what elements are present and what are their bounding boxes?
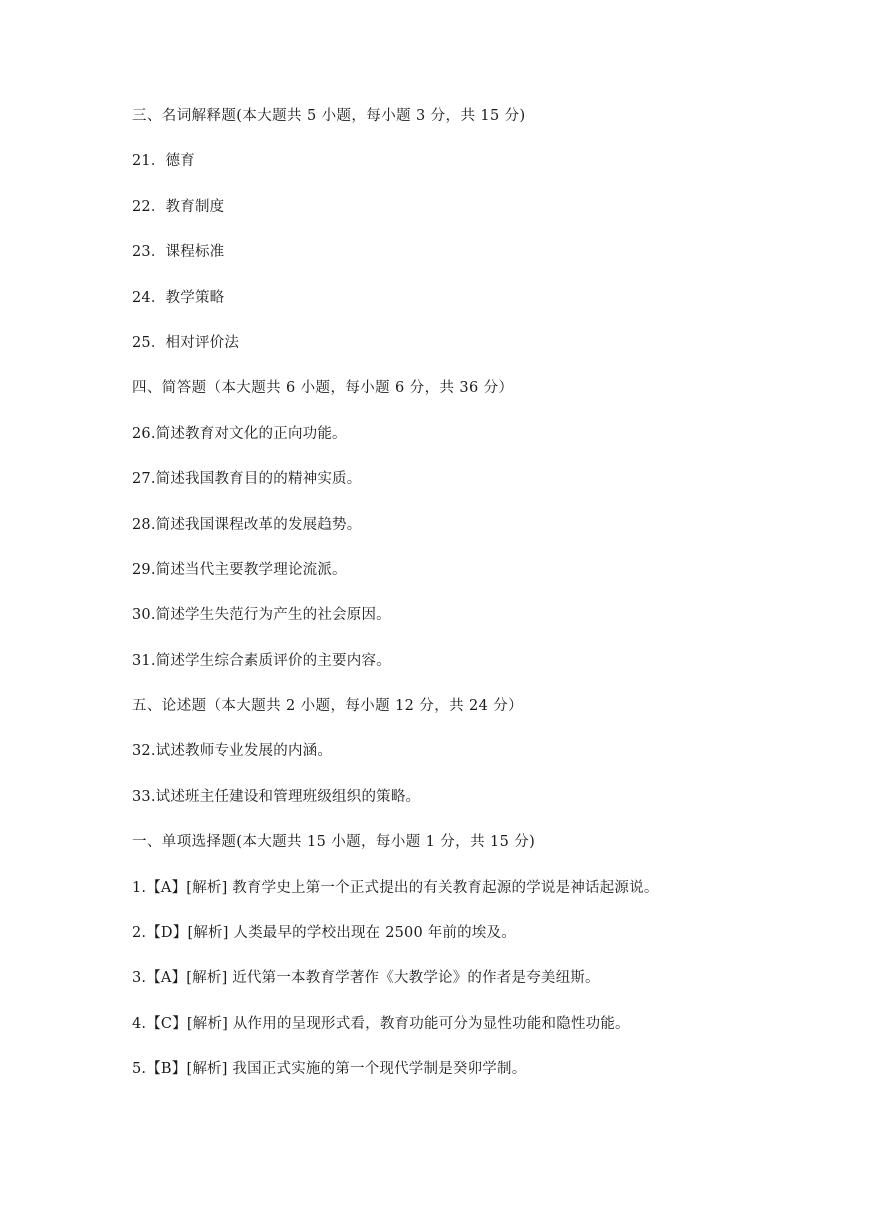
question-30: 30.简述学生失范行为产生的社会原因。	[132, 607, 391, 624]
answer-3: 3.【A】[解析] 近代第一本教育学著作《大教学论》的作者是夸美纽斯。	[132, 970, 600, 987]
answer-4: 4.【C】[解析] 从作用的呈现形式看，教育功能可分为显性功能和隐性功能。	[132, 1015, 630, 1032]
question-24: 24．教学策略	[132, 289, 225, 306]
answer-2: 2.【D】[解析] 人类最早的学校出现在 2500 年前的埃及。	[132, 925, 516, 942]
question-27: 27.简述我国教育目的的精神实质。	[132, 471, 362, 488]
section-heading-terms: 三、名词解释题(本大题共 5 小题，每小题 3 分，共 15 分)	[132, 108, 526, 124]
question-28: 28.简述我国课程改革的发展趋势。	[132, 516, 362, 533]
document-body	[132, 104, 812, 1103]
question-32: 32.试述教师专业发展的内涵。	[132, 743, 333, 760]
question-26: 26.简述教育对文化的正向功能。	[132, 425, 347, 442]
section-heading-essay: 五、论述题（本大题共 2 小题，每小题 12 分，共 24 分）	[132, 698, 524, 715]
section-heading-short-answer: 四、简答题（本大题共 6 小题，每小题 6 分，共 36 分）	[132, 380, 514, 397]
answer-1: 1.【A】[解析] 教育学史上第一个正式提出的有关教育起源的学说是神话起源说。	[132, 879, 659, 896]
question-22: 22．教育制度	[132, 198, 225, 215]
question-33: 33.试述班主任建设和管理班级组织的策略。	[132, 788, 421, 805]
answer-5: 5.【B】[解析] 我国正式实施的第一个现代学制是癸卯学制。	[132, 1061, 527, 1078]
question-29: 29.简述当代主要教学理论流派。	[132, 561, 347, 578]
question-23: 23．课程标准	[132, 244, 225, 261]
question-31: 31.简述学生综合素质评价的主要内容。	[132, 652, 391, 669]
question-25: 25．相对评价法	[132, 334, 240, 351]
section-heading-multiple-choice-answers: 一、单项选择题(本大题共 15 小题，每小题 1 分，共 15 分)	[132, 834, 536, 851]
question-21: 21．德育	[132, 153, 195, 170]
